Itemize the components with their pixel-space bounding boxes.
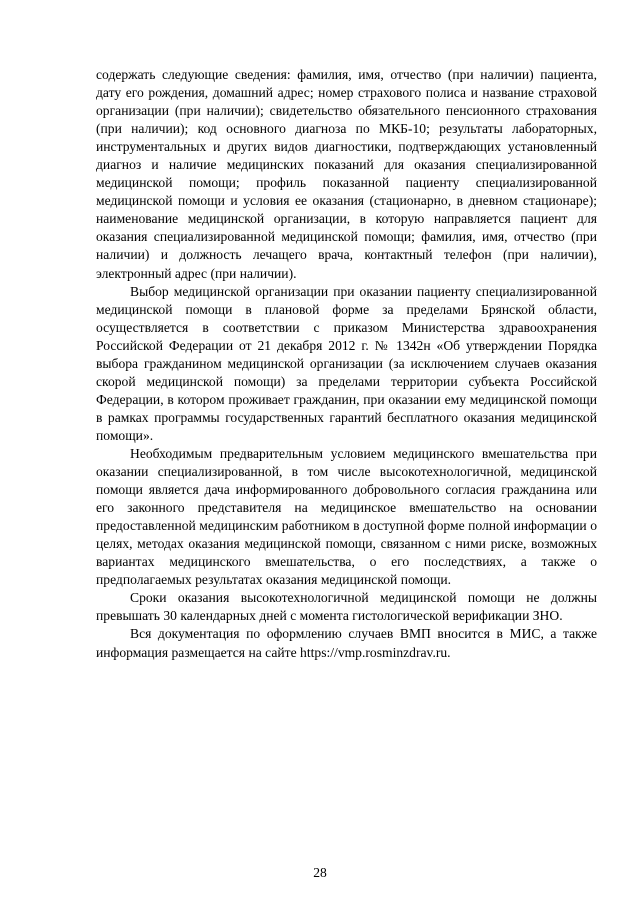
document-page	[96, 66, 597, 662]
paragraph-hightech-care-deadline: Сроки оказания высокотехнологичной медицинской помощи не должны превышать 30 календарных дней с момента гистологической верификации ЗНО.	[96, 590, 597, 624]
paragraph-required-referral-details: содержать следующие сведения: фамилия, имя, отчество (при наличии) пациента, дату его рождения, домашний адрес; номер страхового полиса и название страховой организации (при наличии); свидетельство обязательного пенсионного страхования (при наличии); код основного диагноза по МКБ-10; результаты лабораторных, инструментальных и других видов диагностики, подтверждающих установленный диагноз и наличие медицинских показаний для оказания специализированной медицинской помощи; профиль показанной пациенту специализированной медицинской помощи и условия ее оказания (стационарно, в дневном стационаре); наименование медицинской организации, в которую направляется пациент для оказания специализированной медицинской помощи; фамилия, имя, отчество (при наличии) и должность лечащего врача, контактный телефон (при наличии), электронный адрес (при наличии).	[96, 67, 597, 281]
page-number: 28	[313, 865, 327, 880]
paragraph-documentation-website: Вся документация по оформлению случаев ВМП вносится в МИС, а также информация размещается на сайте https://vmp.rosminzdrav.ru.	[96, 626, 597, 660]
paragraph-choice-of-medical-organization: Выбор медицинской организации при оказании пациенту специализированной медицинской помощи в плановой форме за пределами Брянской области, осуществляется в соответствии с приказом Министерства здравоохранения Российской Федерации от 21 декабря 2012 г. № 1342н «Об утверждении Порядка выбора гражданином медицинской организации (за исключением случаев оказания скорой медицинской помощи) за пределами территории субъекта Российской Федерации, в котором проживает гражданин, при оказании ему медицинской помощи в рамках программы государственных гарантий бесплатного оказания медицинской помощи».	[96, 283, 597, 443]
paragraph-informed-consent: Необходимым предварительным условием медицинского вмешательства при оказании специализированной, в том числе высокотехнологичной, медицинской помощи является дача информированного добровольного согласия гражданина или его законного представителя на медицинское вмешательство на основании предоставленной медицинским работником в доступной форме полной информации о целях, методах оказания медицинской помощи, связанном с ними риске, возможных вариантах медицинского вмешательства, о его последствиях, а также о предполагаемых результатах оказания медицинской помощи.	[96, 445, 597, 588]
